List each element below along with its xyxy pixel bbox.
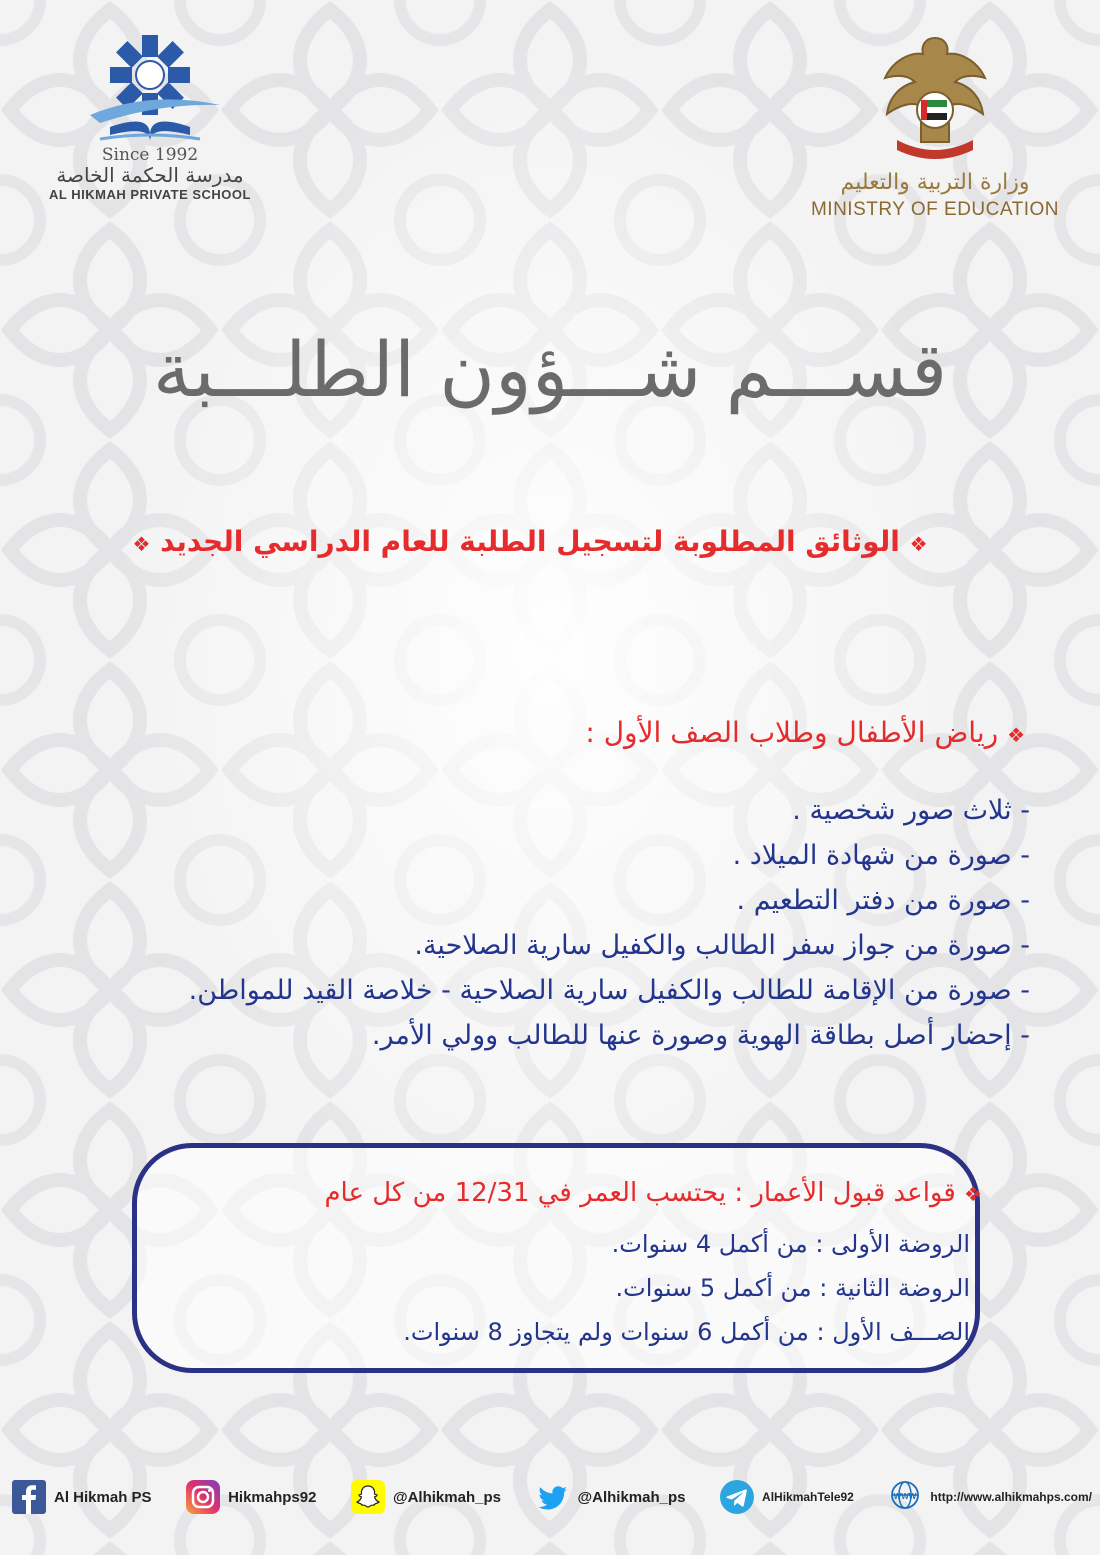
uae-eagle-emblem-icon — [875, 30, 995, 160]
twitter-icon — [536, 1480, 570, 1514]
snapchat-icon — [351, 1480, 385, 1514]
list-item: الصـــف الأول : من أكمل 6 سنوات ولم يتجاوز 8 سنوات. — [403, 1318, 970, 1346]
ministry-logo — [780, 30, 1090, 250]
diamond-bullet-icon: ❖ — [964, 1182, 982, 1206]
section-heading — [585, 716, 1025, 749]
instagram-icon — [186, 1480, 220, 1514]
list-item: الروضة الثانية : من أكمل 5 سنوات. — [615, 1274, 970, 1302]
website-label: http://www.alhikmahps.com/ — [930, 1490, 1092, 1504]
facebook-label: Al Hikmah PS — [54, 1488, 152, 1506]
list-item: - صورة من جواز سفر الطالب والكفيل سارية الصلاحية. — [414, 930, 1030, 961]
school-emblem-icon — [70, 35, 230, 145]
age-rules-heading — [324, 1178, 982, 1208]
list-item: - صورة من الإقامة للطالب والكفيل سارية الصلاحية - خلاصة القيد للمواطن. — [188, 975, 1030, 1006]
documents-subtitle — [80, 525, 980, 558]
social-footer — [12, 1477, 1092, 1517]
list-item: - صورة من دفتر التطعيم . — [736, 885, 1030, 916]
twitter-label: @Alhikmah_ps — [577, 1488, 686, 1506]
list-item: - إحضار أصل بطاقة الهوية وصورة عنها للطالب وولي الأمر. — [371, 1020, 1030, 1051]
school-since: Since 1992 — [101, 145, 199, 165]
snapchat-label: @Alhikmah_ps — [392, 1488, 501, 1506]
facebook-link[interactable] — [12, 1480, 152, 1514]
list-item: - ثلاث صور شخصية . — [792, 795, 1030, 826]
list-item: الروضة الأولى : من أكمل 4 سنوات. — [611, 1230, 970, 1258]
section-heading-text: رياض الأطفال وطلاب الصف الأول : — [585, 716, 999, 749]
ministry-name-ar: وزارة التربية والتعليم — [840, 170, 1030, 195]
instagram-label: Hikmahps92 — [228, 1488, 317, 1506]
facebook-icon — [12, 1480, 46, 1514]
school-name-ar: مدرسة الحكمة الخاصة — [56, 163, 244, 187]
age-rules-heading-text: قواعد قبول الأعمار : يحتسب العمر في 12/31 من كل عام — [324, 1178, 956, 1208]
telegram-link[interactable] — [720, 1480, 854, 1514]
snapchat-link[interactable] — [351, 1480, 501, 1514]
school-logo — [40, 35, 260, 235]
page-title: قســـم شـــؤون الطلـــبة — [152, 325, 948, 414]
school-name-en: AL HIKMAH PRIVATE SCHOOL — [49, 187, 251, 202]
svg-text:WWW: WWW — [894, 1492, 917, 1501]
requirements-list — [130, 788, 1030, 1058]
subtitle-text: الوثائق المطلوبة لتسجيل الطلبة للعام الدراسي الجديد — [160, 525, 900, 558]
age-rules-list — [170, 1222, 970, 1354]
diamond-bullet-icon: ❖ — [132, 532, 151, 556]
website-link[interactable] — [888, 1480, 1092, 1514]
www-globe-icon — [888, 1480, 922, 1514]
instagram-link[interactable] — [186, 1480, 316, 1514]
ministry-name-en: MINISTRY OF EDUCATION — [810, 199, 1060, 220]
diamond-bullet-icon: ❖ — [1007, 723, 1025, 747]
telegram-icon — [720, 1480, 754, 1514]
diamond-bullet-icon: ❖ — [909, 532, 928, 556]
twitter-link[interactable] — [536, 1480, 686, 1514]
list-item: - صورة من شهادة الميلاد . — [732, 840, 1030, 871]
telegram-label: AlHikmahTele92 — [762, 1490, 854, 1504]
